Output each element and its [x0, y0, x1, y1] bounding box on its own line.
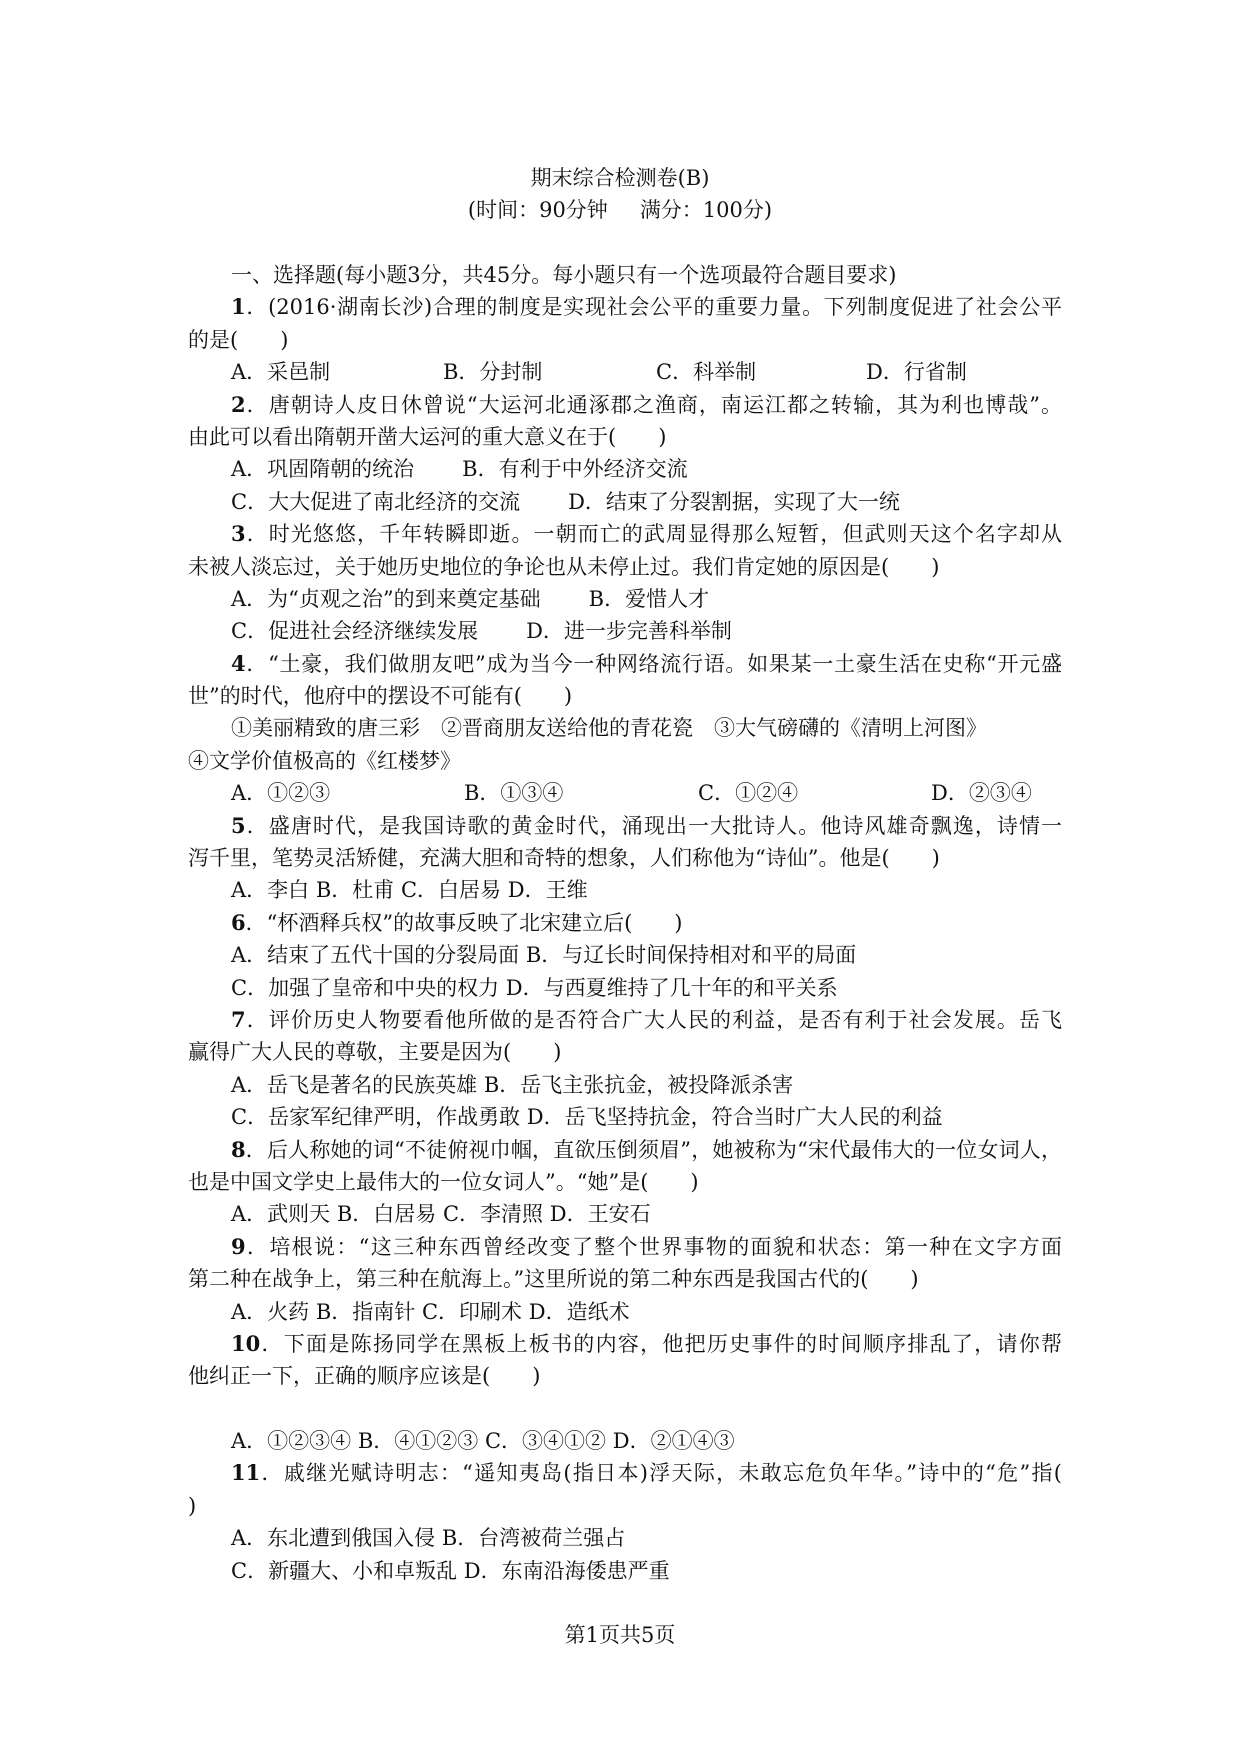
- option-D: D．岳飞坚持抗金，符合当时广大人民的利益: [526, 1105, 943, 1130]
- question-3: [188, 518, 1062, 648]
- question-stem-text: 也是中国文学史上最伟大的一位女词人”。“她”是( ): [188, 1169, 699, 1194]
- option-D: D．造纸术: [528, 1299, 630, 1324]
- question-stem-line: 6．“杯酒释兵权”的故事反映了北宋建立后( ): [231, 909, 683, 935]
- option-A: A．岳飞是著名的民族英雄: [231, 1072, 478, 1097]
- option-C: C．新疆大、小和卓叛乱: [231, 1558, 458, 1583]
- question-9: [188, 1231, 1062, 1328]
- question-stem-line: [188, 1263, 1062, 1295]
- blank-space: [188, 1393, 1062, 1425]
- option-B: B．分封制: [443, 360, 543, 385]
- option-D: D．行省制: [866, 360, 967, 385]
- question-stem-text: 第二种在战争上，第三种在航海上。”这里所说的第二种东西是我国古代的( ): [188, 1267, 919, 1292]
- question-1: [188, 291, 1062, 388]
- question-stem-line: [188, 1166, 1062, 1198]
- question-stem-text: 盛唐时代，是我国诗歌的黄金时代，涌现出一大批诗人。他诗风雄奇飘逸，诗情一: [268, 813, 1062, 838]
- question-stem-line: [188, 551, 1062, 583]
- option-B: B．与辽长时间保持相对和平的局面: [525, 943, 857, 968]
- question-stem-line: 7．评价历史人物要看他所做的是否符合广大人民的利益，是否有利于社会发展。岳飞: [231, 1006, 1062, 1032]
- option-C: C．促进社会经济继续发展: [231, 619, 479, 644]
- question-stem-line: [188, 1036, 1062, 1068]
- question-stem-line: 2．唐朝诗人皮日休曾说“大运河北通涿郡之渔商，南运江都之转输，其为利也博哉”。: [231, 391, 1062, 417]
- question-stem-line: 4．“土豪，我们做朋友吧”成为当今一种网络流行语。如果某一土豪生活在史称“开元盛: [231, 650, 1062, 676]
- options-row: [188, 615, 1062, 647]
- question-number: 8: [231, 1136, 246, 1162]
- option-C: C．李清照: [442, 1202, 544, 1227]
- option-A: A．①②③④: [231, 1429, 352, 1454]
- question-4: [188, 648, 1062, 810]
- question-stem-text: 由此可以看出隋朝开凿大运河的重大意义在于( ): [188, 424, 667, 449]
- question-6: [188, 907, 1062, 1004]
- page-footer: 第1页共5页: [564, 1623, 676, 1647]
- question-2: [188, 389, 1062, 519]
- options-row: [188, 972, 1062, 1004]
- options-row: [188, 1101, 1062, 1133]
- question-11: [188, 1457, 1062, 1587]
- question-stem-text: 泻千里，笔势灵活矫健，充满大胆和奇特的想象，人们称他为“诗仙”。他是( ): [188, 846, 940, 871]
- question-stem-text: “土豪，我们做朋友吧”成为当今一种网络流行语。如果某一土豪生活在史称“开元盛: [268, 651, 1062, 676]
- question-number: 2: [231, 391, 246, 417]
- options-row: [188, 1522, 1062, 1554]
- option-B: B．岳飞主张抗金，被投降派杀害: [483, 1072, 794, 1097]
- options-row: [188, 1069, 1062, 1101]
- question-stem-text: 下面是陈扬同学在黑板上板书的内容，他把历史事件的时间顺序排乱了，请你帮: [283, 1331, 1062, 1356]
- options-row: [188, 583, 1062, 615]
- option-B: B．④①②③: [357, 1429, 479, 1454]
- option-C: C．大大促进了南北经济的交流: [231, 489, 521, 514]
- option-D: D．②①④③: [612, 1429, 735, 1454]
- options-row: [188, 356, 1062, 388]
- question-stem-line: 11．戚继光赋诗明志：“遥知夷岛(指日本)浮天际，未敢忘危负年华。”诗中的“危”指(: [231, 1460, 1062, 1486]
- question-stem-line: [188, 680, 1062, 712]
- option-A: A．巩固隋朝的统治: [231, 457, 415, 482]
- question-number: 9: [231, 1233, 246, 1259]
- question-stem-text: 评价历史人物要看他所做的是否符合广大人民的利益，是否有利于社会发展。岳飞: [268, 1007, 1062, 1032]
- question-stem-line: 3．时光悠悠，千年转瞬即逝。一朝而亡的武周显得那么短暂，但武则天这个名字却从: [231, 521, 1062, 547]
- exam-body: [188, 259, 1062, 1587]
- options-row: [188, 486, 1062, 518]
- question-number: 11: [231, 1460, 261, 1486]
- exam-title: 期末综合检测卷(B): [530, 166, 710, 190]
- question-stem-line: 9．培根说：“这三种东西曾经改变了整个世界事物的面貌和状态：第一种在文字方面: [231, 1233, 1062, 1259]
- exam-time: (时间：90分钟: [467, 198, 608, 222]
- section-heading: 一、选择题(每小题3分，共45分。每小题只有一个选项最符合题目要求): [231, 263, 897, 287]
- option-B: B．白居易: [336, 1202, 437, 1227]
- exam-subtitle: [0, 195, 1240, 225]
- question-stem-line: [188, 324, 1062, 356]
- option-C: C．①②④: [698, 781, 799, 806]
- question-stem-text: (2016·湖南长沙)合理的制度是实现社会公平的重要力量。下列制度促进了社会公平: [268, 295, 1062, 320]
- question-stem-line: 8．后人称她的词“不徒俯视巾帼，直欲压倒须眉”，她被称为“宋代最伟大的一位女词人，: [231, 1136, 1062, 1162]
- question-stem-text: 唐朝诗人皮日休曾说“大运河北通涿郡之渔商，南运江都之转输，其为利也博哉”。: [268, 392, 1062, 417]
- options-row: [188, 453, 1062, 485]
- question-stem-text: 培根说：“这三种东西曾经改变了整个世界事物的面貌和状态：第一种在文字方面: [269, 1234, 1062, 1259]
- question-item-line: ④文学价值极高的《红楼梦》: [188, 748, 461, 773]
- option-D: D．进一步完善科举制: [526, 619, 732, 644]
- options-row: [188, 1555, 1062, 1587]
- option-D: D．②③④: [931, 781, 1032, 806]
- question-7: [188, 1004, 1062, 1134]
- option-A: A．东北遭到俄国入侵: [231, 1526, 436, 1551]
- question-number: 5: [231, 812, 246, 838]
- options-row: [188, 939, 1062, 971]
- option-A: A．结束了五代十国的分裂局面: [231, 943, 520, 968]
- question-stem-text: 的是( ): [188, 327, 289, 352]
- option-B: B．指南针: [315, 1299, 416, 1324]
- option-B: B．杜甫: [315, 878, 395, 903]
- question-stem-line: 1．(2016·湖南长沙)合理的制度是实现社会公平的重要力量。下列制度促进了社会公平: [231, 294, 1062, 320]
- option-C: C．岳家军纪律严明，作战勇敢: [231, 1105, 521, 1130]
- question-number: 10: [231, 1330, 261, 1356]
- question-10: [188, 1328, 1062, 1458]
- option-C: C．白居易: [400, 878, 502, 903]
- question-stem-line: [188, 1490, 1062, 1522]
- option-D: D．与西夏维持了几十年的和平关系: [505, 975, 838, 1000]
- question-8: [188, 1134, 1062, 1231]
- question-number: 1: [231, 294, 246, 320]
- options-row: [188, 777, 1062, 809]
- question-number: 4: [231, 650, 246, 676]
- option-A: A．为“贞观之治”的到来奠定基础: [231, 586, 541, 611]
- question-stem-text: ): [188, 1493, 197, 1518]
- option-C: C．③④①②: [484, 1429, 607, 1454]
- exam-score: 满分：100分): [639, 198, 773, 222]
- question-item-line: ①美丽精致的唐三彩 ②晋商朋友送给他的青花瓷 ③大气磅礴的《清明上河图》: [231, 716, 987, 741]
- option-A: A．李白: [231, 878, 310, 903]
- options-row: [188, 1425, 1062, 1457]
- option-A: A．武则天: [231, 1202, 331, 1227]
- question-stem-line: [188, 421, 1062, 453]
- option-A: A．火药: [231, 1299, 310, 1324]
- question-stem-line: [188, 1360, 1062, 1392]
- question-number: 3: [231, 521, 246, 547]
- question-number: 6: [231, 909, 246, 935]
- question-number: 7: [231, 1006, 246, 1032]
- question-stem-text: 时光悠悠，千年转瞬即逝。一朝而亡的武周显得那么短暂，但武则天这个名字却从: [268, 522, 1062, 547]
- option-A: A．采邑制: [231, 360, 331, 385]
- question-stem-text: 戚继光赋诗明志：“遥知夷岛(指日本)浮天际，未敢忘危负年华。”诗中的“危”指(: [283, 1461, 1062, 1486]
- options-row: [188, 1296, 1062, 1328]
- question-stem-line: [188, 842, 1062, 874]
- question-stem-text: 未被人淡忘过，关于她历史地位的争论也从未停止过。我们肯定她的原因是( ): [188, 554, 940, 579]
- option-C: C．科举制: [656, 360, 757, 385]
- question-stem-text: 他纠正一下，正确的顺序应该是( ): [188, 1364, 541, 1389]
- option-D: D．东南沿海倭患严重: [463, 1558, 670, 1583]
- option-D: D．结束了分裂割据，实现了大一统: [568, 489, 900, 514]
- question-stem-text: 后人称她的词“不徒俯视巾帼，直欲压倒须眉”，她被称为“宋代最伟大的一位女词人，: [266, 1137, 1062, 1162]
- option-D: D．王维: [507, 878, 588, 903]
- option-D: D．王安石: [549, 1202, 651, 1227]
- question-stem-line: 10．下面是陈扬同学在黑板上板书的内容，他把历史事件的时间顺序排乱了，请你帮: [231, 1330, 1062, 1356]
- option-B: B．爱惜人才: [588, 586, 710, 611]
- option-B: B．有利于中外经济交流: [462, 457, 688, 482]
- option-B: B．台湾被荷兰强占: [441, 1526, 626, 1551]
- question-stem-text: 赢得广大人民的尊敬，主要是因为( ): [188, 1040, 562, 1065]
- option-A: A．①②③: [231, 781, 331, 806]
- options-row: [188, 1198, 1062, 1230]
- option-C: C．印刷术: [421, 1299, 523, 1324]
- option-C: C．加强了皇帝和中央的权力: [231, 975, 500, 1000]
- question-stem-line: 5．盛唐时代，是我国诗歌的黄金时代，涌现出一大批诗人。他诗风雄奇飘逸，诗情一: [231, 812, 1062, 838]
- question-stem-text: “杯酒释兵权”的故事反映了北宋建立后( ): [266, 910, 683, 935]
- option-B: B．①③④: [464, 781, 564, 806]
- question-stem-text: 世”的时代，他府中的摆设不可能有( ): [188, 684, 573, 709]
- options-row: [188, 874, 1062, 906]
- question-5: [188, 810, 1062, 907]
